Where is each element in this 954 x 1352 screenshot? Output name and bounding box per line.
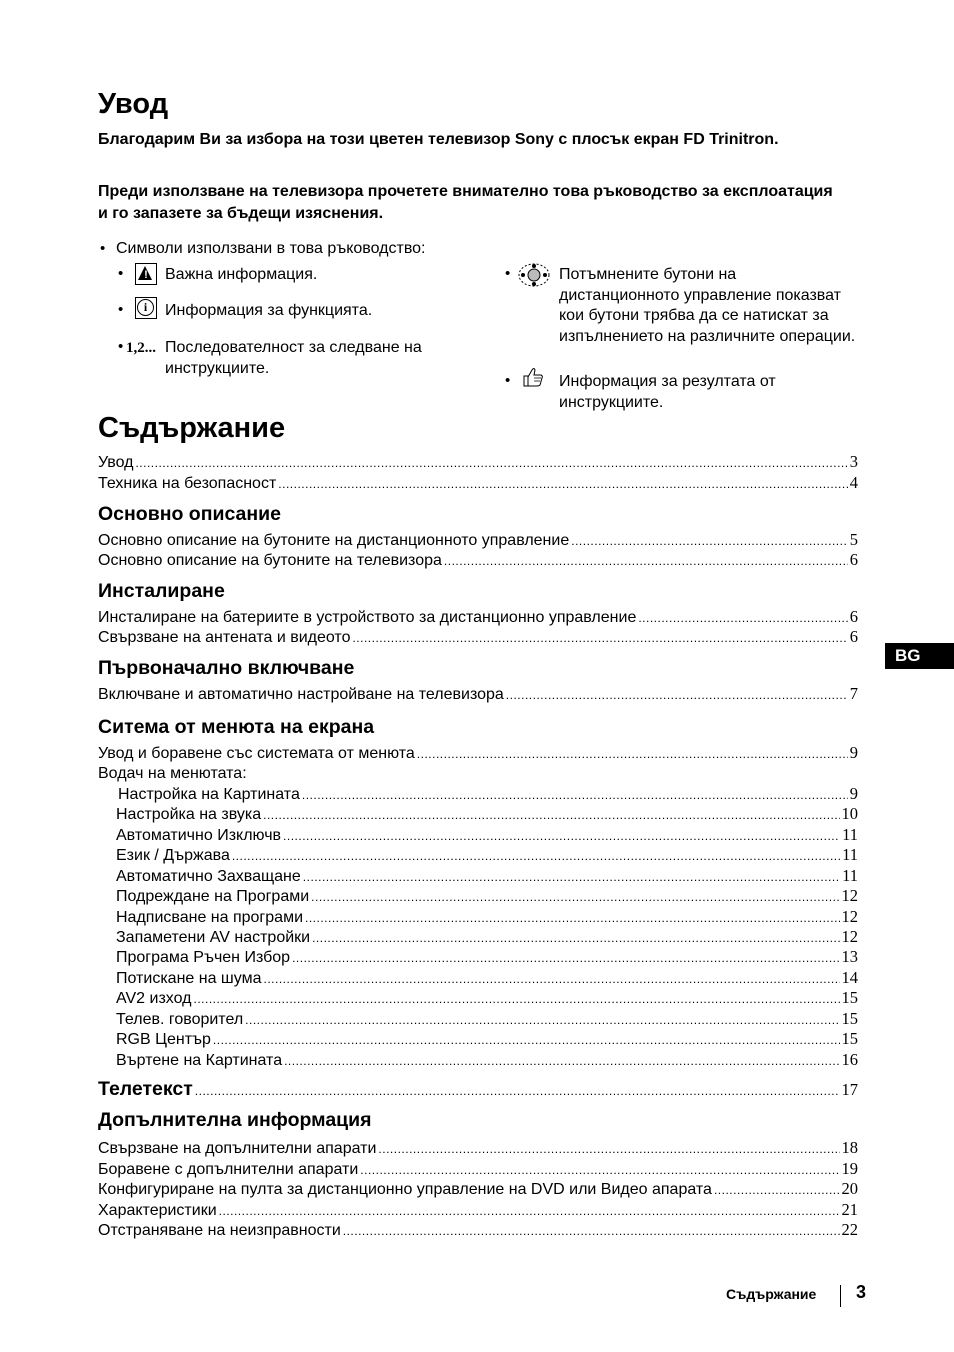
- toc-row[interactable]: [116, 988, 858, 1008]
- toc-row-page: 10: [841, 804, 858, 823]
- toc-row-title: Конфигуриране на пулта за дистанционно управление на DVD или Видео апарата: [98, 1181, 712, 1198]
- toc-row[interactable]: [98, 1179, 858, 1199]
- toc-leader: [135, 453, 847, 473]
- toc-row-title: Език / Държава: [116, 847, 230, 864]
- toc-row-title: Настройка на звука: [116, 806, 262, 823]
- toc-row-page: 12: [841, 927, 858, 946]
- toc-row-page: 15: [841, 988, 858, 1007]
- toc-row-page: 4: [849, 473, 858, 492]
- toc-leader: [193, 989, 839, 1009]
- toc-row-title: Техника на безопасност: [98, 475, 277, 492]
- toc-row[interactable]: [98, 684, 858, 704]
- toc-row-page: 11: [842, 825, 858, 844]
- toc-leader: [283, 826, 840, 846]
- toc-row-title: Телев. говорител: [116, 1011, 244, 1028]
- toc-row-title: Инсталиране на батериите в устройството за дистанционно управление: [98, 609, 637, 626]
- toc-section-heading: Допълнителна информация: [98, 1109, 372, 1131]
- toc-row-title: Потискане на шума: [116, 970, 262, 987]
- toc-leader: [571, 531, 848, 551]
- toc-row-title: Включване и автоматично настройване на телевизора: [98, 686, 504, 703]
- toc-section-heading: Основно описание: [98, 503, 282, 525]
- language-tab: BG: [885, 643, 954, 669]
- symbol-steps-label: Последователност за следване на инструкциите.: [165, 339, 422, 377]
- warning-icon: [135, 263, 157, 285]
- toc-row[interactable]: [98, 452, 858, 472]
- toc-row-title: Основно описание на бутоните на дистанционното управление: [98, 532, 570, 549]
- bullet: •: [505, 265, 511, 282]
- toc-row[interactable]: [98, 1220, 858, 1240]
- symbols-heading: Символи използвани в това ръководство:: [116, 240, 426, 257]
- toc-leader: [378, 1139, 839, 1159]
- toc-leader: [303, 867, 840, 887]
- toc-row[interactable]: [116, 825, 858, 845]
- toc-row-title: Свързване на антената и видеото: [98, 629, 351, 646]
- toc-row[interactable]: [98, 550, 858, 570]
- footer-divider: [840, 1285, 841, 1307]
- toc-row-page: 15: [841, 1009, 858, 1028]
- symbol-result-label: Информация за резултата от инструкциите.: [559, 373, 776, 411]
- toc-leader: [195, 1079, 840, 1103]
- toc-row[interactable]: [116, 1029, 858, 1049]
- bullet: •: [118, 265, 124, 282]
- toc-row-title: Телетекст: [98, 1078, 193, 1100]
- toc-row-page: 18: [841, 1138, 858, 1157]
- toc-row-title: Подреждане на Програми: [116, 888, 310, 905]
- toc-leader: [417, 744, 848, 764]
- symbol-darkened-label: Потъмнените бутони на дистанционното управление показват кои бутони трябва да се натискат за изпълнението на различните операции.: [559, 266, 856, 345]
- toc-row[interactable]: [98, 1159, 858, 1179]
- toc-row-page: 15: [841, 1029, 858, 1048]
- toc-row-page: 12: [841, 886, 858, 905]
- toc-leader: [219, 1201, 840, 1221]
- toc-row-page: 13: [841, 947, 858, 966]
- toc-row-page: 7: [849, 684, 858, 703]
- toc-section-heading: Инсталиране: [98, 580, 225, 602]
- toc-row[interactable]: [116, 886, 858, 906]
- toc-row-title: Основно описание на бутоните на телевизора: [98, 552, 442, 569]
- toc-row[interactable]: [116, 927, 858, 947]
- page-title: Увод: [98, 88, 169, 120]
- toc-row-title: Запаметени AV настройки: [116, 929, 311, 946]
- toc-leader: [302, 785, 848, 805]
- toc-row[interactable]: [116, 866, 858, 886]
- toc-row[interactable]: [118, 784, 858, 804]
- remote-control-icon: [518, 262, 550, 290]
- menu-guide-label: Водач на менютата:: [98, 765, 247, 782]
- toc-row[interactable]: [98, 743, 858, 763]
- toc-row[interactable]: [116, 804, 858, 824]
- toc-row[interactable]: [116, 947, 858, 967]
- toc-leader: [232, 846, 840, 866]
- toc-row-page: 20: [841, 1179, 858, 1198]
- bullet: •: [118, 338, 124, 355]
- toc-leader: [444, 551, 848, 571]
- toc-row-page: 6: [849, 550, 858, 569]
- toc-leader: [245, 1010, 839, 1030]
- toc-leader: [263, 805, 839, 825]
- toc-row-title: Автоматично Захващане: [116, 868, 301, 885]
- toc-leader: [305, 908, 840, 928]
- toc-row[interactable]: [98, 1200, 858, 1220]
- toc-row-title: Настройка на Картината: [118, 786, 300, 803]
- toc-row-page: 6: [849, 627, 858, 646]
- toc-row-page: 9: [849, 784, 858, 803]
- hand-pointer-icon: [521, 366, 545, 388]
- toc-row[interactable]: [98, 1138, 858, 1158]
- toc-row-title: Надписване на програми: [116, 909, 303, 926]
- symbol-important-label: Важна информация.: [165, 266, 318, 283]
- toc-leader: [311, 887, 839, 907]
- toc-row-page: 22: [841, 1220, 858, 1239]
- toc-row-title: Боравене с допълнителни апарати: [98, 1161, 359, 1178]
- toc-row[interactable]: [116, 845, 858, 865]
- toc-row-teletext[interactable]: [98, 1077, 858, 1101]
- toc-row-page: 12: [841, 907, 858, 926]
- toc-row-page: 17: [841, 1080, 858, 1099]
- toc-leader: [278, 474, 847, 494]
- toc-leader: [312, 928, 839, 948]
- toc-row[interactable]: [98, 530, 858, 550]
- bullet: •: [100, 240, 106, 257]
- toc-row-page: 11: [842, 866, 858, 885]
- toc-leader: [292, 948, 839, 968]
- toc-row-title: Увод и боравене със системата от менюта: [98, 745, 415, 762]
- toc-row-title: Програма Ръчен Избор: [116, 949, 291, 966]
- toc-row-title: Въртене на Картината: [116, 1052, 283, 1069]
- toc-row-title: Автоматично Изключв: [116, 827, 282, 844]
- toc-leader: [343, 1221, 840, 1241]
- toc-leader: [213, 1030, 840, 1050]
- toc-row[interactable]: [116, 1009, 858, 1029]
- toc-section-heading: Ситема от менюта на екрана: [98, 716, 375, 738]
- toc-row[interactable]: [116, 907, 858, 927]
- bullet: •: [505, 372, 511, 389]
- toc-section-heading: Първоначално включване: [98, 657, 355, 679]
- toc-row-title: Свързване на допълнителни апарати: [98, 1140, 377, 1157]
- toc-leader: [638, 608, 847, 628]
- toc-row-page: 5: [849, 530, 858, 549]
- toc-row[interactable]: [116, 1050, 858, 1070]
- toc-row-page: 16: [841, 1050, 858, 1069]
- toc-leader: [506, 685, 848, 705]
- toc-leader: [263, 969, 839, 989]
- toc-row[interactable]: [98, 607, 858, 627]
- symbol-info-label: Информация за функцията.: [165, 302, 373, 319]
- toc-row-page: 21: [841, 1200, 858, 1219]
- toc-row[interactable]: [116, 968, 858, 988]
- toc-row-page: 11: [842, 845, 858, 864]
- toc-title: Съдържание: [98, 412, 286, 444]
- intro-paragraph: Благодарим Ви за избора на този цветен телевизор Sony с плосък екран FD Trinitron.: [98, 131, 779, 148]
- toc-row-page: 14: [841, 968, 858, 987]
- toc-row-title: Увод: [98, 454, 134, 471]
- toc-row-title: Характеристики: [98, 1202, 217, 1219]
- toc-row-title: AV2 изход: [116, 990, 192, 1007]
- info-icon: i: [135, 297, 157, 319]
- toc-leader: [360, 1160, 839, 1180]
- toc-row-title: RGB Център: [116, 1031, 211, 1048]
- toc-leader: [714, 1180, 840, 1200]
- footer-section-label: Съдържание: [726, 1286, 817, 1302]
- page-number: 3: [856, 1282, 867, 1302]
- toc-row[interactable]: [98, 473, 858, 493]
- toc-row-page: 6: [849, 607, 858, 626]
- toc-row-title: Отстраняване на неизправности: [98, 1222, 341, 1239]
- toc-row-page: 19: [841, 1159, 858, 1178]
- toc-row[interactable]: [98, 627, 858, 647]
- toc-leader: [284, 1051, 839, 1071]
- intro-paragraph: Преди използване на телевизора прочетете внимателно това ръководство за експлоатация и го запазете за бъдещи изяснения.: [98, 183, 833, 222]
- toc-row-page: 3: [849, 452, 858, 471]
- toc-row-page: 9: [849, 743, 858, 762]
- bullet: •: [118, 301, 124, 318]
- steps-marker: 1,2...: [126, 340, 156, 356]
- toc-leader: [352, 628, 847, 648]
